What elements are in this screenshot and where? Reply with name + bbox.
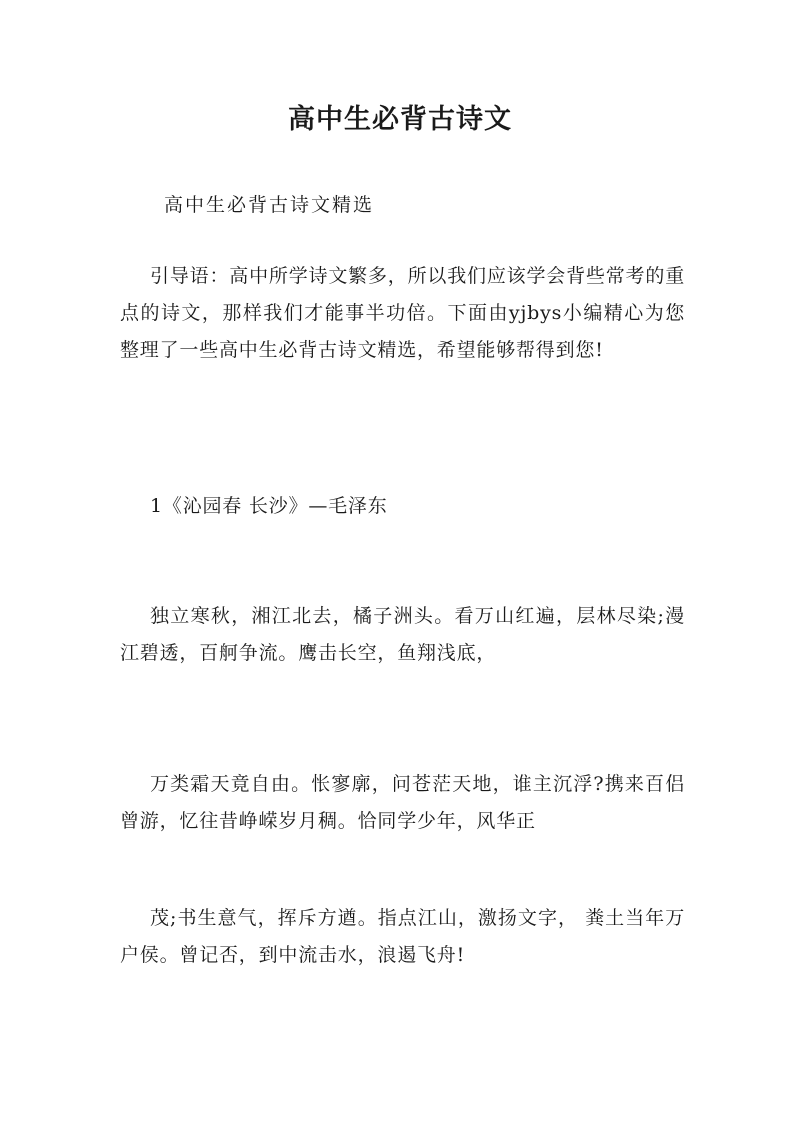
poem-heading: 1《沁园春 长沙》—毛泽东	[150, 495, 388, 517]
poem-paragraph-2: 万类霜天竟自由。怅寥廓，问苍茫天地，谁主沉浮?携来百侣曾游，忆往昔峥嵘岁月稠。恰同学少年，风华正	[120, 773, 685, 832]
document-subtitle: 高中生必背古诗文精选	[164, 194, 375, 216]
document-title: 高中生必背古诗文	[288, 104, 512, 135]
poem-paragraph-1: 独立寒秋，湘江北去，橘子洲头。看万山红遍，层林尽染;漫江碧透，百舸争流。鹰击长空，鱼翔浅底，	[120, 605, 685, 664]
intro-paragraph: 引导语：高中所学诗文繁多，所以我们应该学会背些常考的重点的诗文，那样我们才能事半功倍。下面由yjbys小编精心为您整理了一些高中生必背古诗文精选，希望能够帮得到您!	[120, 265, 685, 361]
poem-paragraph-3: 茂;书生意气，挥斥方遒。指点江山，激扬文字， 粪土当年万户侯。曾记否，到中流击水，浪遏飞舟!	[120, 907, 685, 966]
